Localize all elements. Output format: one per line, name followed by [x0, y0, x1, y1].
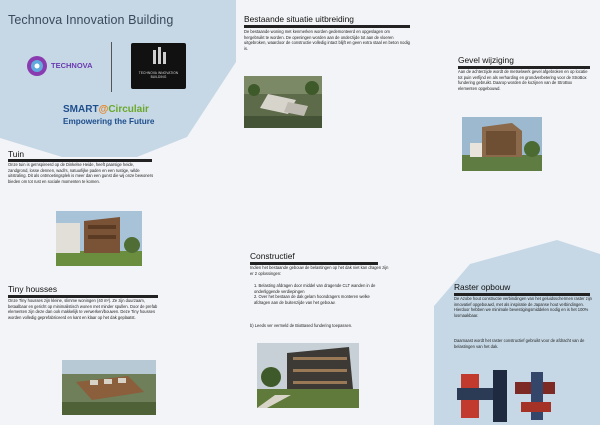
construction-option-2: 2. Over het bestaan de dak gelam hoondragers monteren welke afdragen aan de buitenzijde van het gebouw.	[254, 294, 370, 305]
technova-logo	[26, 54, 92, 78]
construction-options-list	[254, 283, 384, 305]
building-logo	[131, 43, 186, 89]
grid-heading: Raster opbouw	[454, 282, 511, 292]
garden-heading: Tuin	[8, 149, 24, 159]
garden-render-photo	[56, 211, 142, 266]
tiny-body: Onze Tiny housses zijn kleine, slimme woningen (40 m²). Ze zijn duurzaam, betaalbaar en gericht op minimalistisch wonen met minder spullen. Door de prefab elementen zijn deze dan ook makkelijk te verwerken/bouwen. Deze Tiny housses worden volledig geprefabriceerd en kant en klaar op het dak geplaatst.	[8, 298, 158, 320]
situation-body: De bestaande woning met kenmerken worden gedemonteerd en opgeslagen om hergebruikt te worden. De openingen worden aan de onderzijde tot aan de vloeren uitgebroken, waardoor de constructie volledig intact blijft en geen extra staal en beton nodig is.	[244, 29, 410, 51]
facade-heading: Gevel wijziging	[458, 55, 514, 65]
building-logo-text: TECHNOVA INNOVATION BUILDING	[138, 71, 179, 79]
garden-body: Onze tuin is geïnspireerd op de Dinkelse Heide, heeft paarsige heide, zandgrond, losse dennen, wadi's, natuurlijke paden en een rustige, wilde uitstraling. Dit als ontmoetingsplek is meer dan een gunst die wij onze bewoners bieden om tot rust en sociale momenten te komen.	[8, 162, 154, 184]
smart-prefix: SMART	[63, 104, 99, 115]
construction-render-photo	[257, 343, 359, 408]
construction-option-1: 1. Belasting afdragen door middel van dragende CLT wanden in de onderliggende verdiepingen	[254, 283, 376, 294]
tiny-heading: Tiny housses	[8, 284, 58, 294]
construction-footer: b) Leeds ver vermeld de BioBased fundering toepassen.	[250, 323, 353, 328]
facade-render-photo	[462, 117, 542, 171]
page-title: Technova Innovation Building	[8, 13, 174, 27]
smart-circulair-logo: SMART@Circulair	[63, 104, 149, 115]
situation-heading: Bestaande situatie uitbreiding	[244, 14, 354, 24]
situation-rule	[244, 25, 410, 28]
tagline: Empowering the Future	[63, 117, 155, 126]
grid-body: De Azobe hout constructie verbindingen van het geluidsschermen raster zijn innovatief opgebouwd, met als inspiratie de Japanse hout verbindingen. Hierdoor hebben we minimale bevestigingsmiddelen nodig en is het 100% losmaakbaar.	[454, 296, 592, 318]
situation-aerial-photo	[244, 76, 322, 128]
logo-divider	[111, 42, 112, 92]
construction-heading: Constructief	[250, 251, 295, 261]
grid-body-2: Daarnaast wordt het raster constructief gebruikt voor de afdracht van de belastingen van het dak.	[454, 338, 585, 349]
tiny-aerial-photo	[62, 360, 156, 415]
construction-intro: Indien het bestaande gebouw de belastingen op het dak niet kan dragen zijn er 2 oplossingen:	[250, 265, 389, 276]
technova-logo-text: TECHNOVA	[51, 61, 93, 70]
facade-body: Aan de achterzijde wordt de metselwerk gevel afgebroken en op locatie tot puin verfijnd en als verharding en grondverbetering voor de StroBox fundering gebruikt. Daarop worden de kozijnen van de StroBox elementen opgebouwd.	[458, 69, 588, 91]
smart-suffix: Circulair	[108, 104, 149, 115]
joint-detail-image	[455, 368, 559, 424]
